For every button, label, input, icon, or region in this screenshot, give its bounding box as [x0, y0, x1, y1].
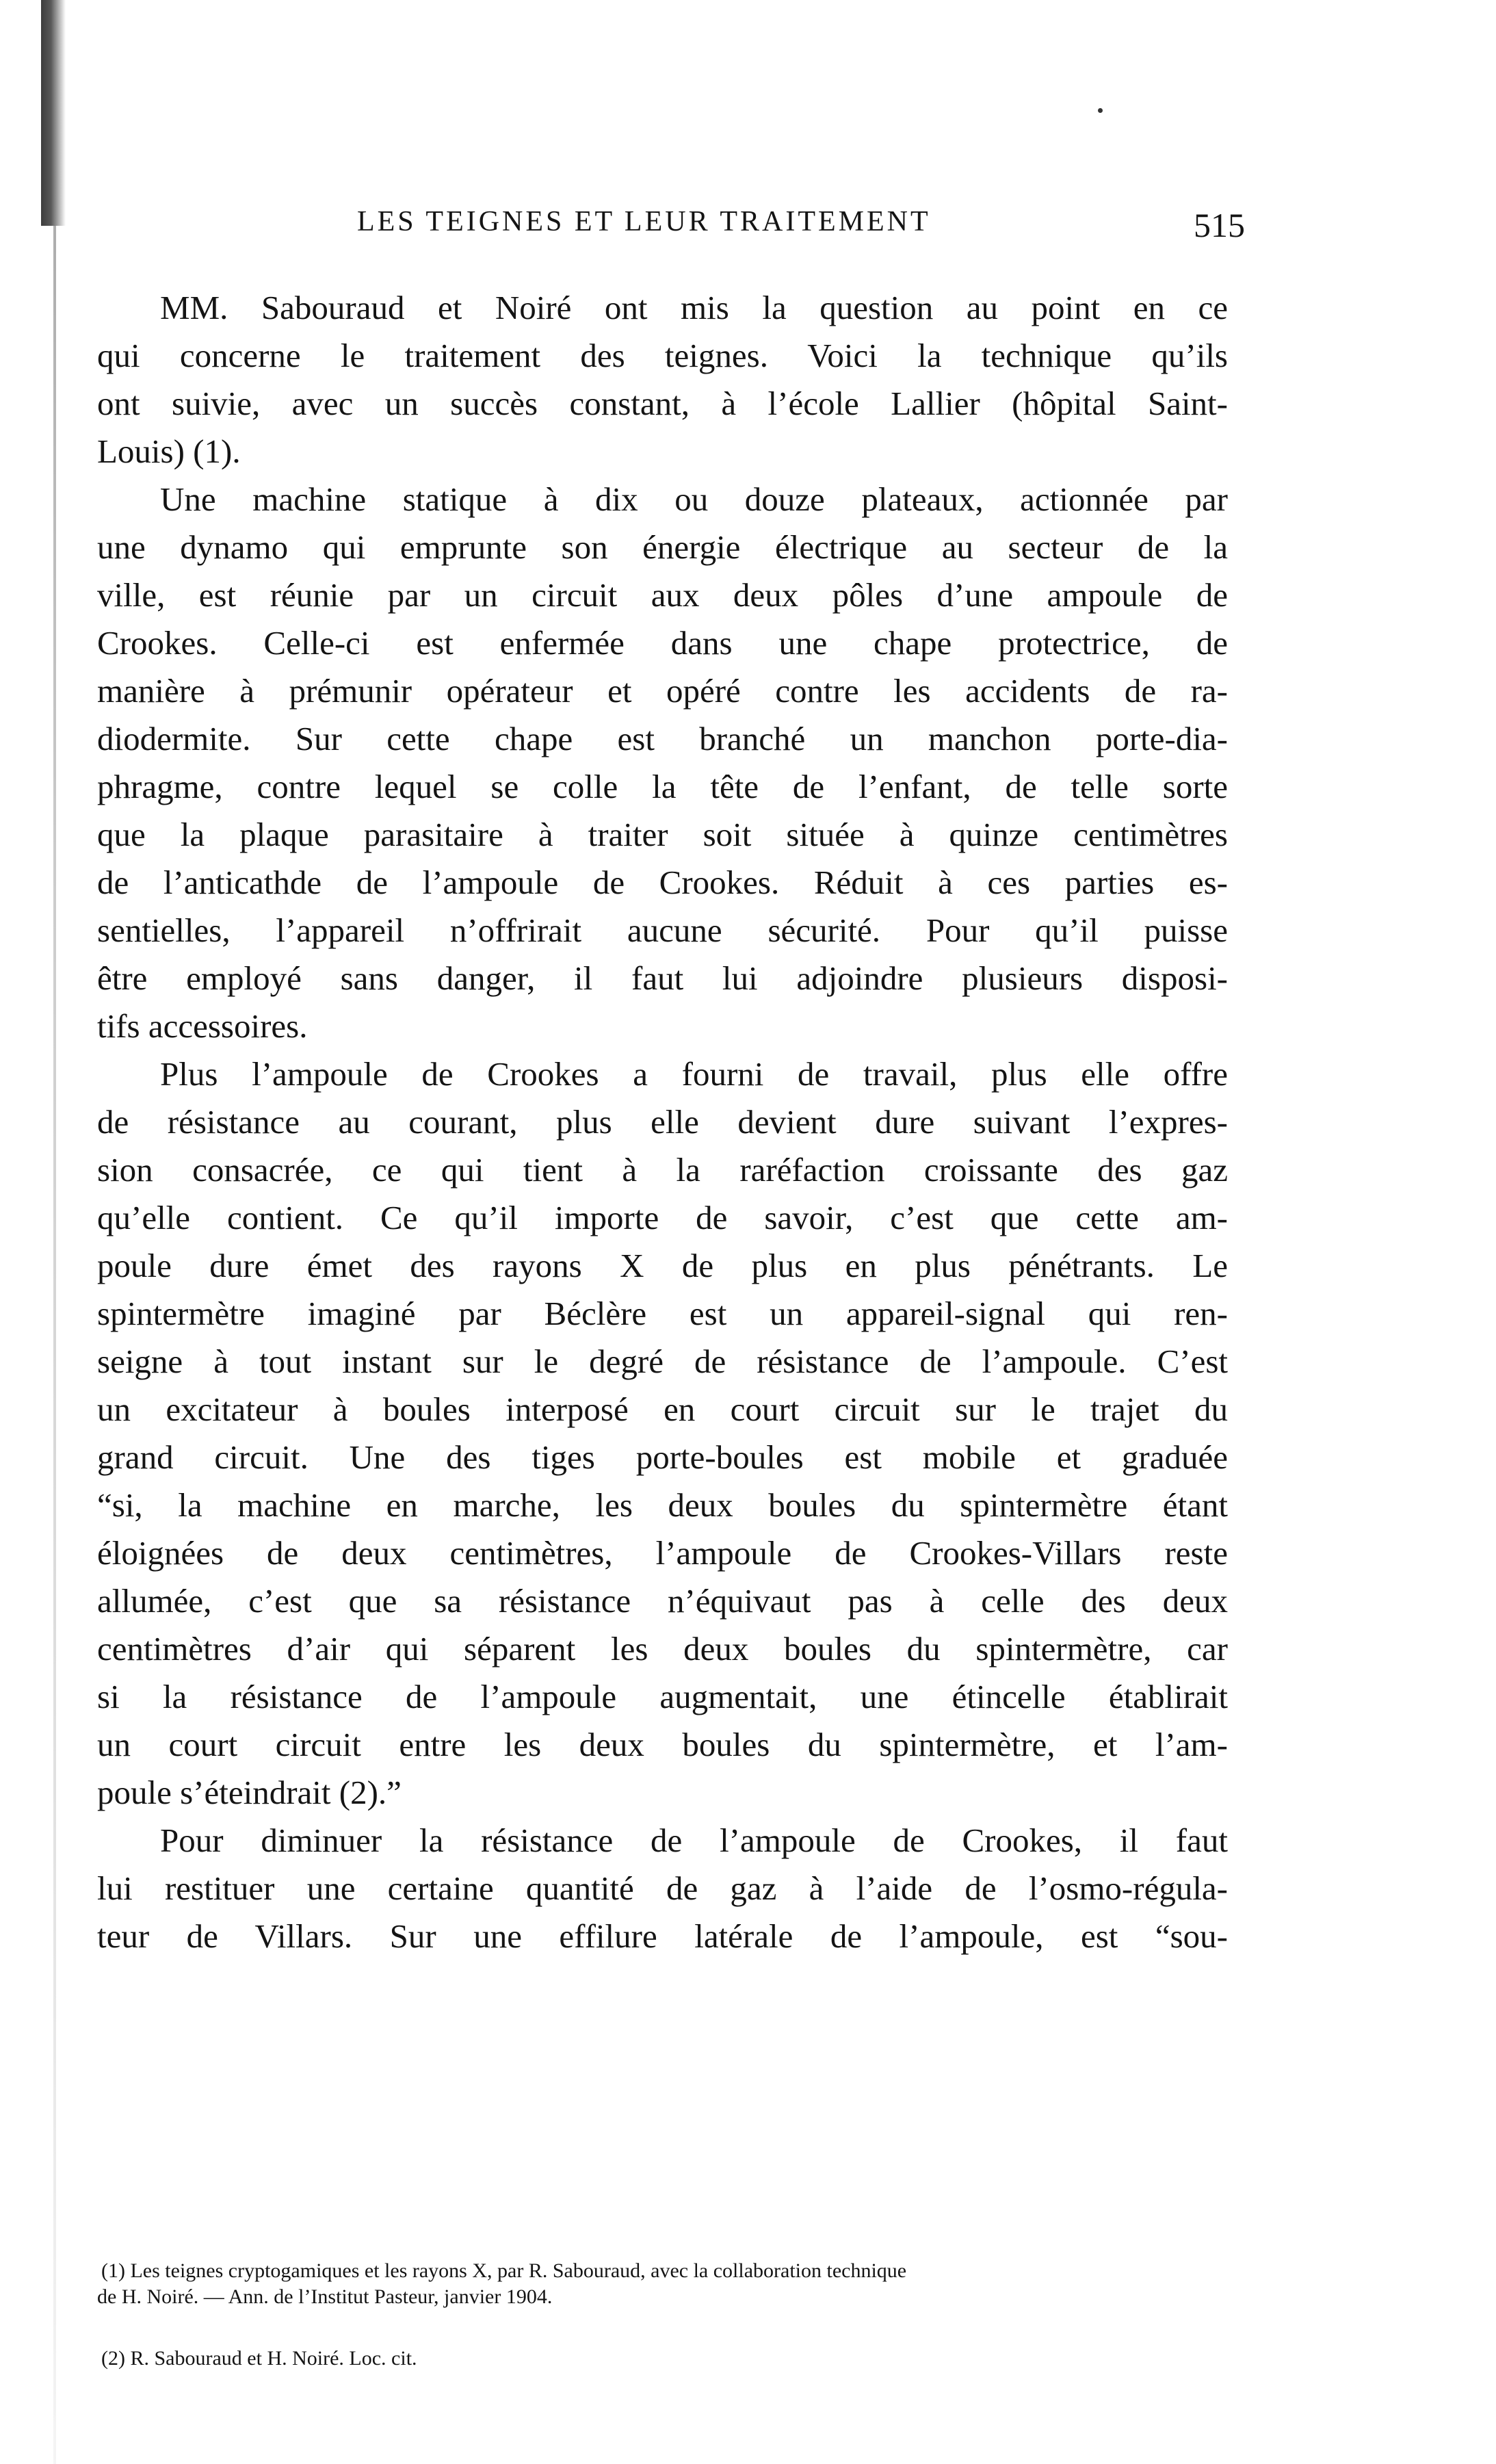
- text-line: être employé sans danger, il faut lui adjoindre plusieurs disposi-: [97, 959, 1228, 997]
- text-line: que la plaque parasitaire à traiter soit située à quinze centimètres: [97, 816, 1228, 853]
- text-line: de l’anticathde de l’ampoule de Crookes. Réduit à ces parties es-: [97, 864, 1228, 901]
- text-line: Louis) (1).: [97, 432, 241, 470]
- text-line: poule s’éteindrait (2).”: [97, 1774, 402, 1811]
- text-line: Une machine statique à dix ou douze plateaux, actionnée par: [160, 480, 1228, 518]
- text-line: un excitateur à boules interposé en court circuit sur le trajet du: [97, 1390, 1228, 1428]
- footnote-2: (2) R. Sabouraud et H. Noiré. Loc. cit.: [101, 2347, 417, 2370]
- text-line: Crookes. Celle-ci est enfermée dans une chape protectrice, de: [97, 624, 1228, 662]
- text-line: une dynamo qui emprunte son énergie électrique au secteur de la: [97, 528, 1228, 566]
- text-line: Pour diminuer la résistance de l’ampoule de Crookes, il faut: [160, 1821, 1228, 1859]
- text-line: MM. Sabouraud et Noiré ont mis la question au point en ce: [160, 289, 1228, 326]
- footnote-1-line-1: (1) Les teignes cryptogamiques et les rayons X, par R. Sabouraud, avec la collaboration technique: [101, 2259, 907, 2282]
- scan-binding-shadow: [41, 0, 66, 226]
- text-line: qu’elle contient. Ce qu’il importe de savoir, c’est que cette am-: [97, 1199, 1228, 1236]
- text-line: manière à prémunir opérateur et opéré contre les accidents de ra-: [97, 672, 1228, 710]
- text-line: qui concerne le traitement des teignes. Voici la technique qu’ils: [97, 337, 1228, 374]
- text-line: phragme, contre lequel se colle la tête de l’enfant, de telle sorte: [97, 768, 1228, 805]
- text-line: tifs accessoires.: [97, 1007, 308, 1045]
- footnote-gap: [97, 2310, 1228, 2346]
- body-text: [97, 284, 1228, 1960]
- text-line: éloignées de deux centimètres, l’ampoule de Crookes-Villars reste: [97, 1534, 1228, 1572]
- scan-page-edge: [53, 226, 56, 2464]
- text-line: grand circuit. Une des tiges porte-boules est mobile et graduée: [97, 1438, 1228, 1476]
- text-line: poule dure émet des rayons X de plus en plus pénétrants. Le: [97, 1247, 1228, 1284]
- text-line: de résistance au courant, plus elle devient dure suivant l’expres-: [97, 1103, 1228, 1141]
- text-line: allumée, c’est que sa résistance n’équivaut pas à celle des deux: [97, 1582, 1228, 1620]
- text-line: ont suivie, avec un succès constant, à l’école Lallier (hôpital Saint-: [97, 385, 1228, 422]
- text-line: ville, est réunie par un circuit aux deux pôles d’une ampoule de: [97, 576, 1228, 614]
- text-line: Plus l’ampoule de Crookes a fourni de travail, plus elle offre: [160, 1055, 1228, 1093]
- text-line: si la résistance de l’ampoule augmentait, une étincelle établirait: [97, 1678, 1228, 1715]
- text-line: “si, la machine en marche, les deux boules du spintermètre étant: [97, 1486, 1228, 1524]
- running-title: LES TEIGNES ET LEUR TRAITEMENT: [357, 206, 931, 237]
- text-line: diodermite. Sur cette chape est branché un manchon porte-dia-: [97, 720, 1228, 757]
- scan-speck: [1098, 108, 1103, 113]
- text-line: sion consacrée, ce qui tient à la raréfaction croissante des gaz: [97, 1151, 1228, 1189]
- text-line: un court circuit entre les deux boules du spintermètre, et l’am-: [97, 1726, 1228, 1763]
- text-line: lui restituer une certaine quantité de gaz à l’aide de l’osmo-régula-: [97, 1869, 1228, 1907]
- footnote-1-line-2: de H. Noiré. — Ann. de l’Institut Pasteur, janvier 1904.: [97, 2285, 553, 2308]
- footnotes: [97, 2258, 1228, 2372]
- running-header: [178, 205, 1245, 253]
- text-line: spintermètre imaginé par Béclère est un appareil-signal qui ren-: [97, 1295, 1228, 1332]
- text-line: centimètres d’air qui séparent les deux boules du spintermètre, car: [97, 1630, 1228, 1668]
- text-line: teur de Villars. Sur une effilure latérale de l’ampoule, est “sou-: [97, 1917, 1228, 1955]
- page-number: 515: [1194, 206, 1245, 244]
- text-line: sentielles, l’appareil n’offrirait aucune sécurité. Pour qu’il puisse: [97, 911, 1228, 949]
- text-line: seigne à tout instant sur le degré de résistance de l’ampoule. C’est: [97, 1343, 1228, 1380]
